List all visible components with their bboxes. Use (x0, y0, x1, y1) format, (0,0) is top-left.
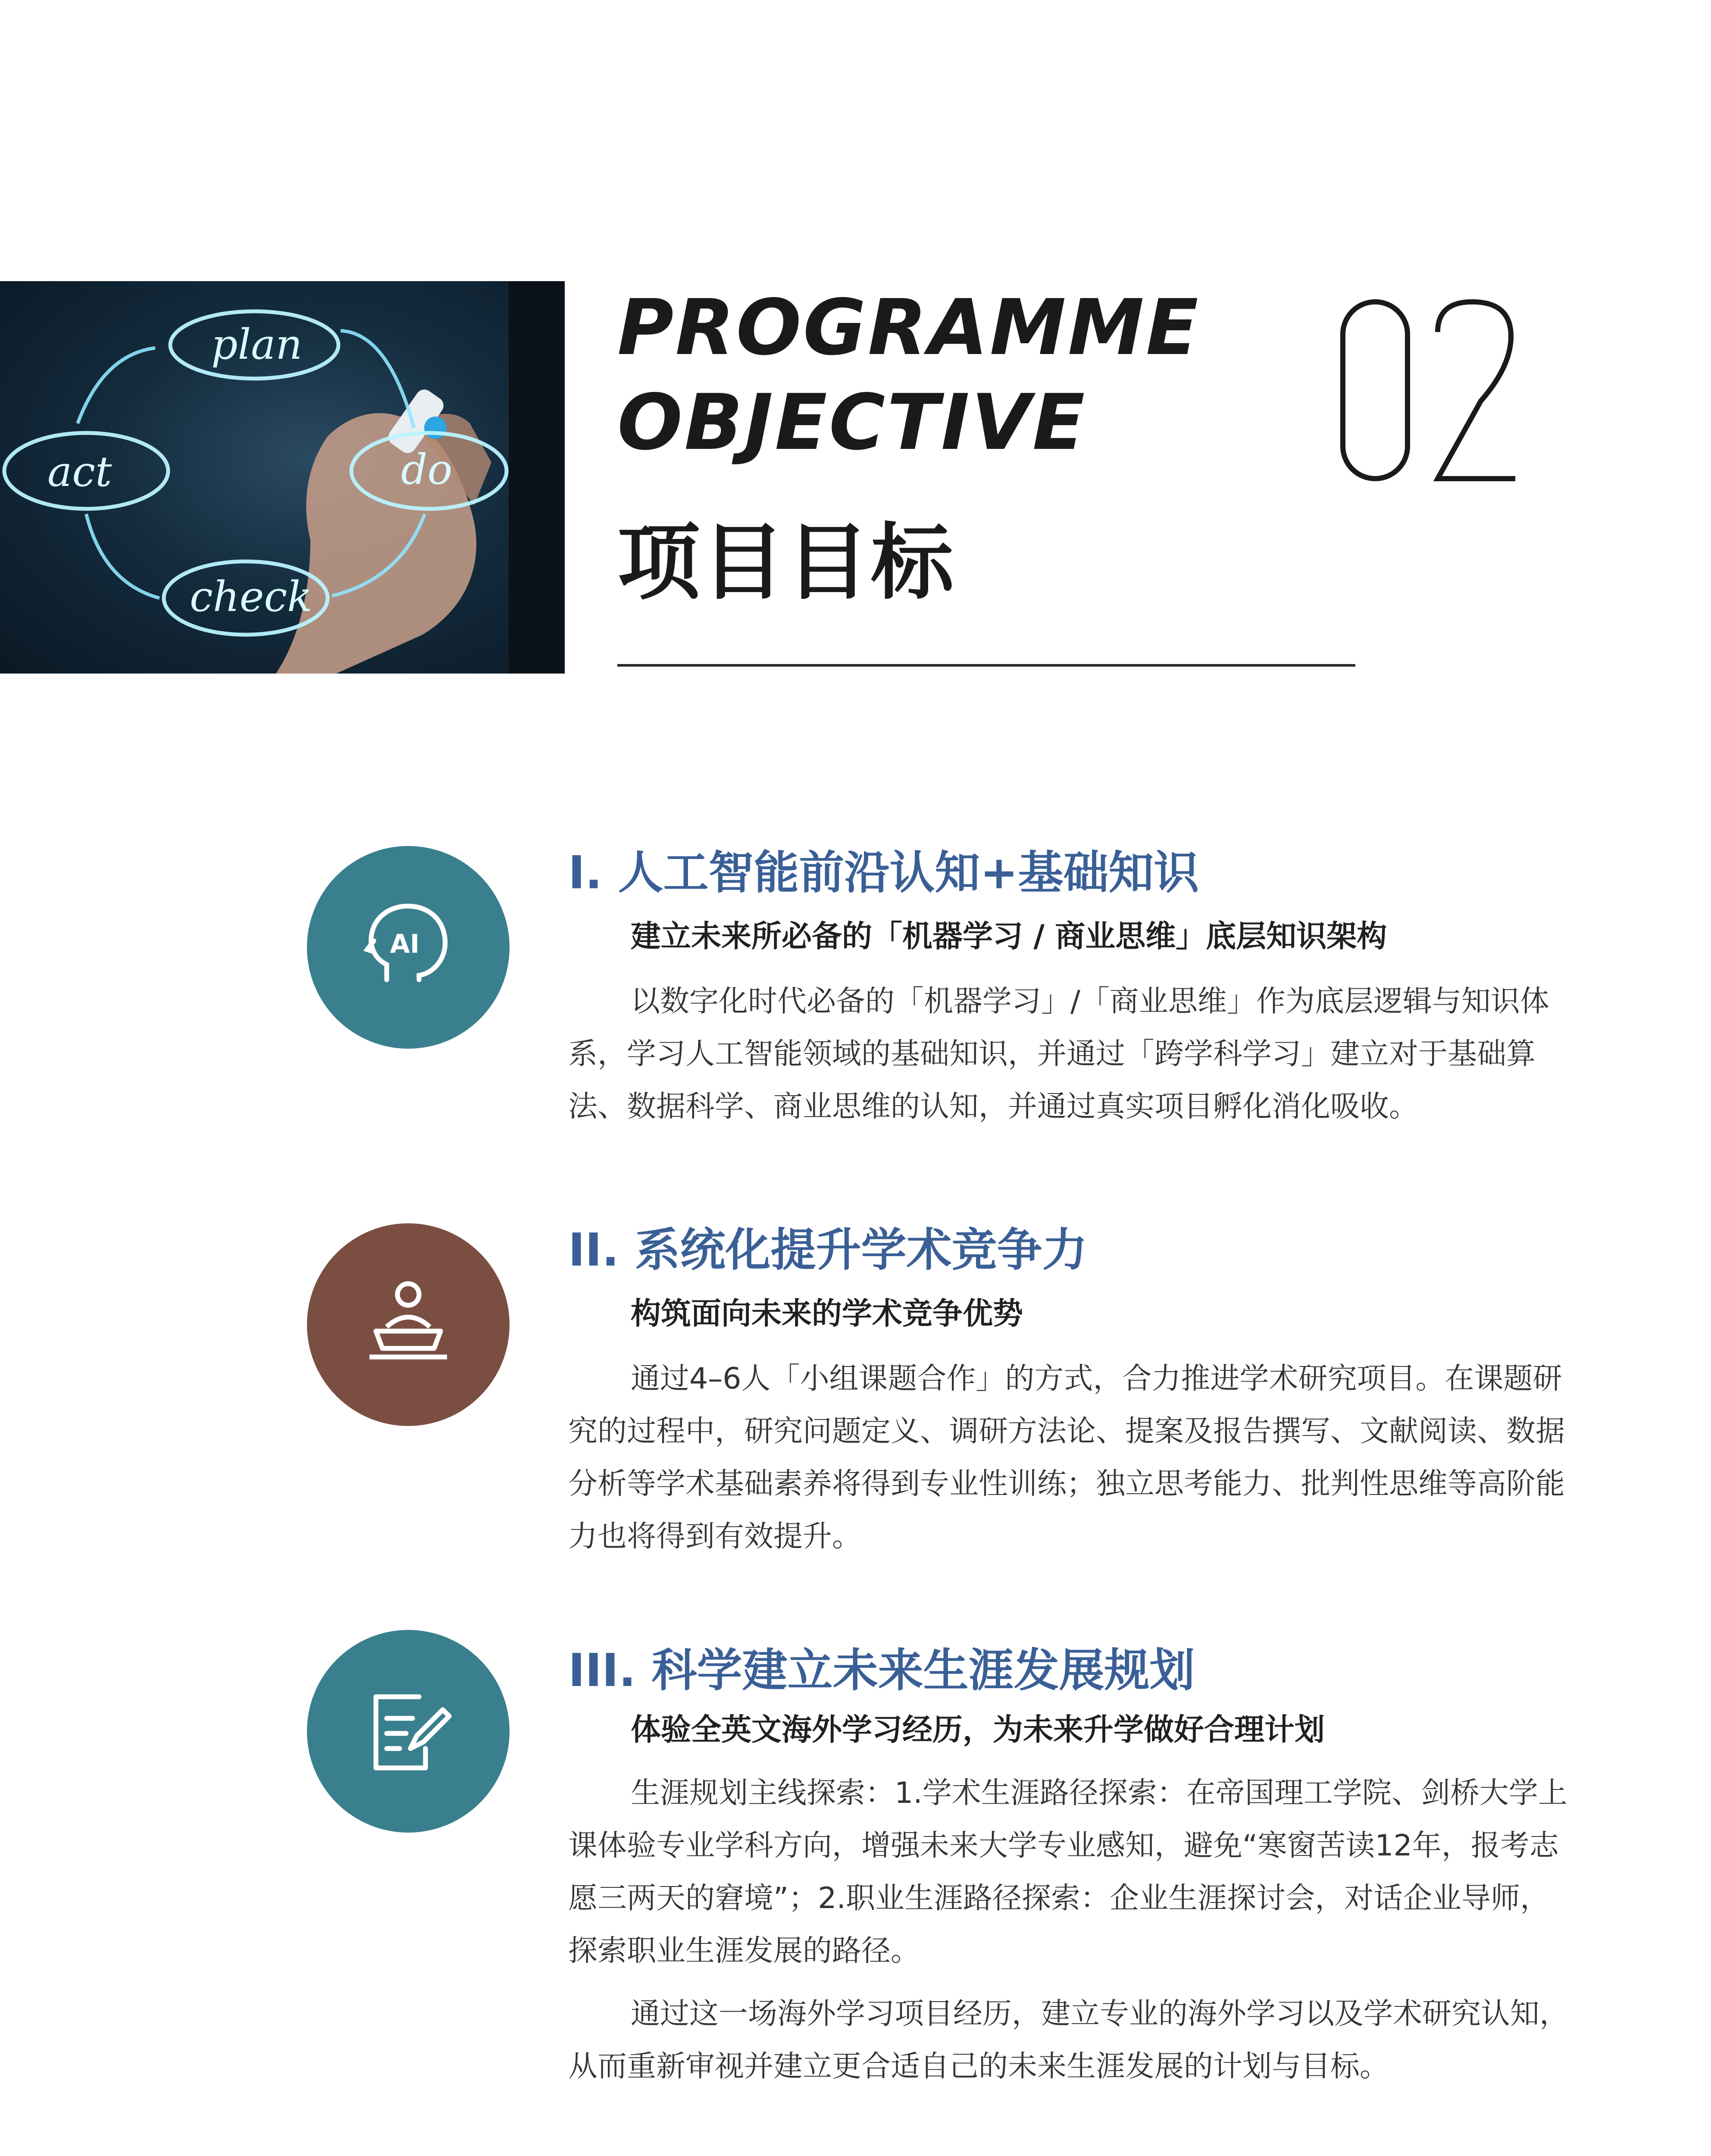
section-1-subtitle: 建立未来所必备的「机器学习 / 商业思维」底层知识架构 (631, 918, 1387, 954)
document-edit-icon (354, 1677, 462, 1785)
header-divider (617, 664, 1355, 667)
section-2-badge (307, 1223, 510, 1426)
study-person-icon (354, 1271, 462, 1379)
section-1-badge (307, 846, 510, 1049)
page-title (617, 280, 1221, 470)
section-3-paragraph-2: 通过这一场海外学习项目经历，建立专业的海外学习以及学术研究认知，从而重新审视并建立更合适自己的未来生涯发展的计划与目标。 (568, 1997, 1569, 2084)
check-label: check (190, 573, 313, 621)
section-1-paragraph: 以数字化时代必备的「机器学习」/「商业思维」作为底层逻辑与知识体系，学习人工智能领域的基础知识，并通过「跨学科学习」建立对于基础算法、数据科学、商业思维的认知，并通过真实项目孵化消化吸收。 (568, 984, 1549, 1124)
section-3-title: III. 科学建立未来生涯发展规划 (568, 1644, 1195, 1697)
plan-label: plan (211, 320, 303, 369)
section-2-subtitle: 构筑面向未来的学术竞争优势 (631, 1296, 1023, 1331)
section-2-paragraph: 通过4–6人「小组课题合作」的方式，合力推进学术研究项目。在课题研究的过程中，研究问题定义、调研方法论、提案及报告撰写、文献阅读、数据分析等学术基础素养将得到专业性训练；独立思考能力、批判性思维等高阶能力也将得到有效提升。 (568, 1362, 1565, 1554)
do-label: do (401, 445, 453, 494)
title-line-2: OBJECTIVE (617, 378, 1087, 467)
section-3-paragraph-1: 生涯规划主线探索：1.学术生涯路径探索：在帝国理工学院、剑桥大学上课体验专业学科方向，增强未来大学专业感知，避免“寒窗苦读12年，报考志愿三两天的窘境”；2.职业生涯路径探索：企业生涯探讨会，对话企业导师，探索职业生涯发展的路径。 (568, 1776, 1567, 1968)
title-line-1: PROGRAMME (617, 283, 1200, 372)
section-1-title: I. 人工智能前沿认知+基础知识 (568, 846, 1199, 899)
hero-image-pdca-cycle (0, 281, 565, 674)
chapter-number (1334, 267, 1524, 509)
section-3-badge (307, 1630, 510, 1833)
act-label: act (47, 448, 112, 496)
ai-head-icon (354, 893, 462, 1001)
page-subtitle: 项目目标 (617, 515, 955, 611)
svg-text:AI: AI (390, 929, 420, 959)
section-2-title: II. 系统化提升学术竞争力 (568, 1224, 1088, 1276)
section-3-subtitle: 体验全英文海外学习经历，为未来升学做好合理计划 (631, 1712, 1325, 1747)
